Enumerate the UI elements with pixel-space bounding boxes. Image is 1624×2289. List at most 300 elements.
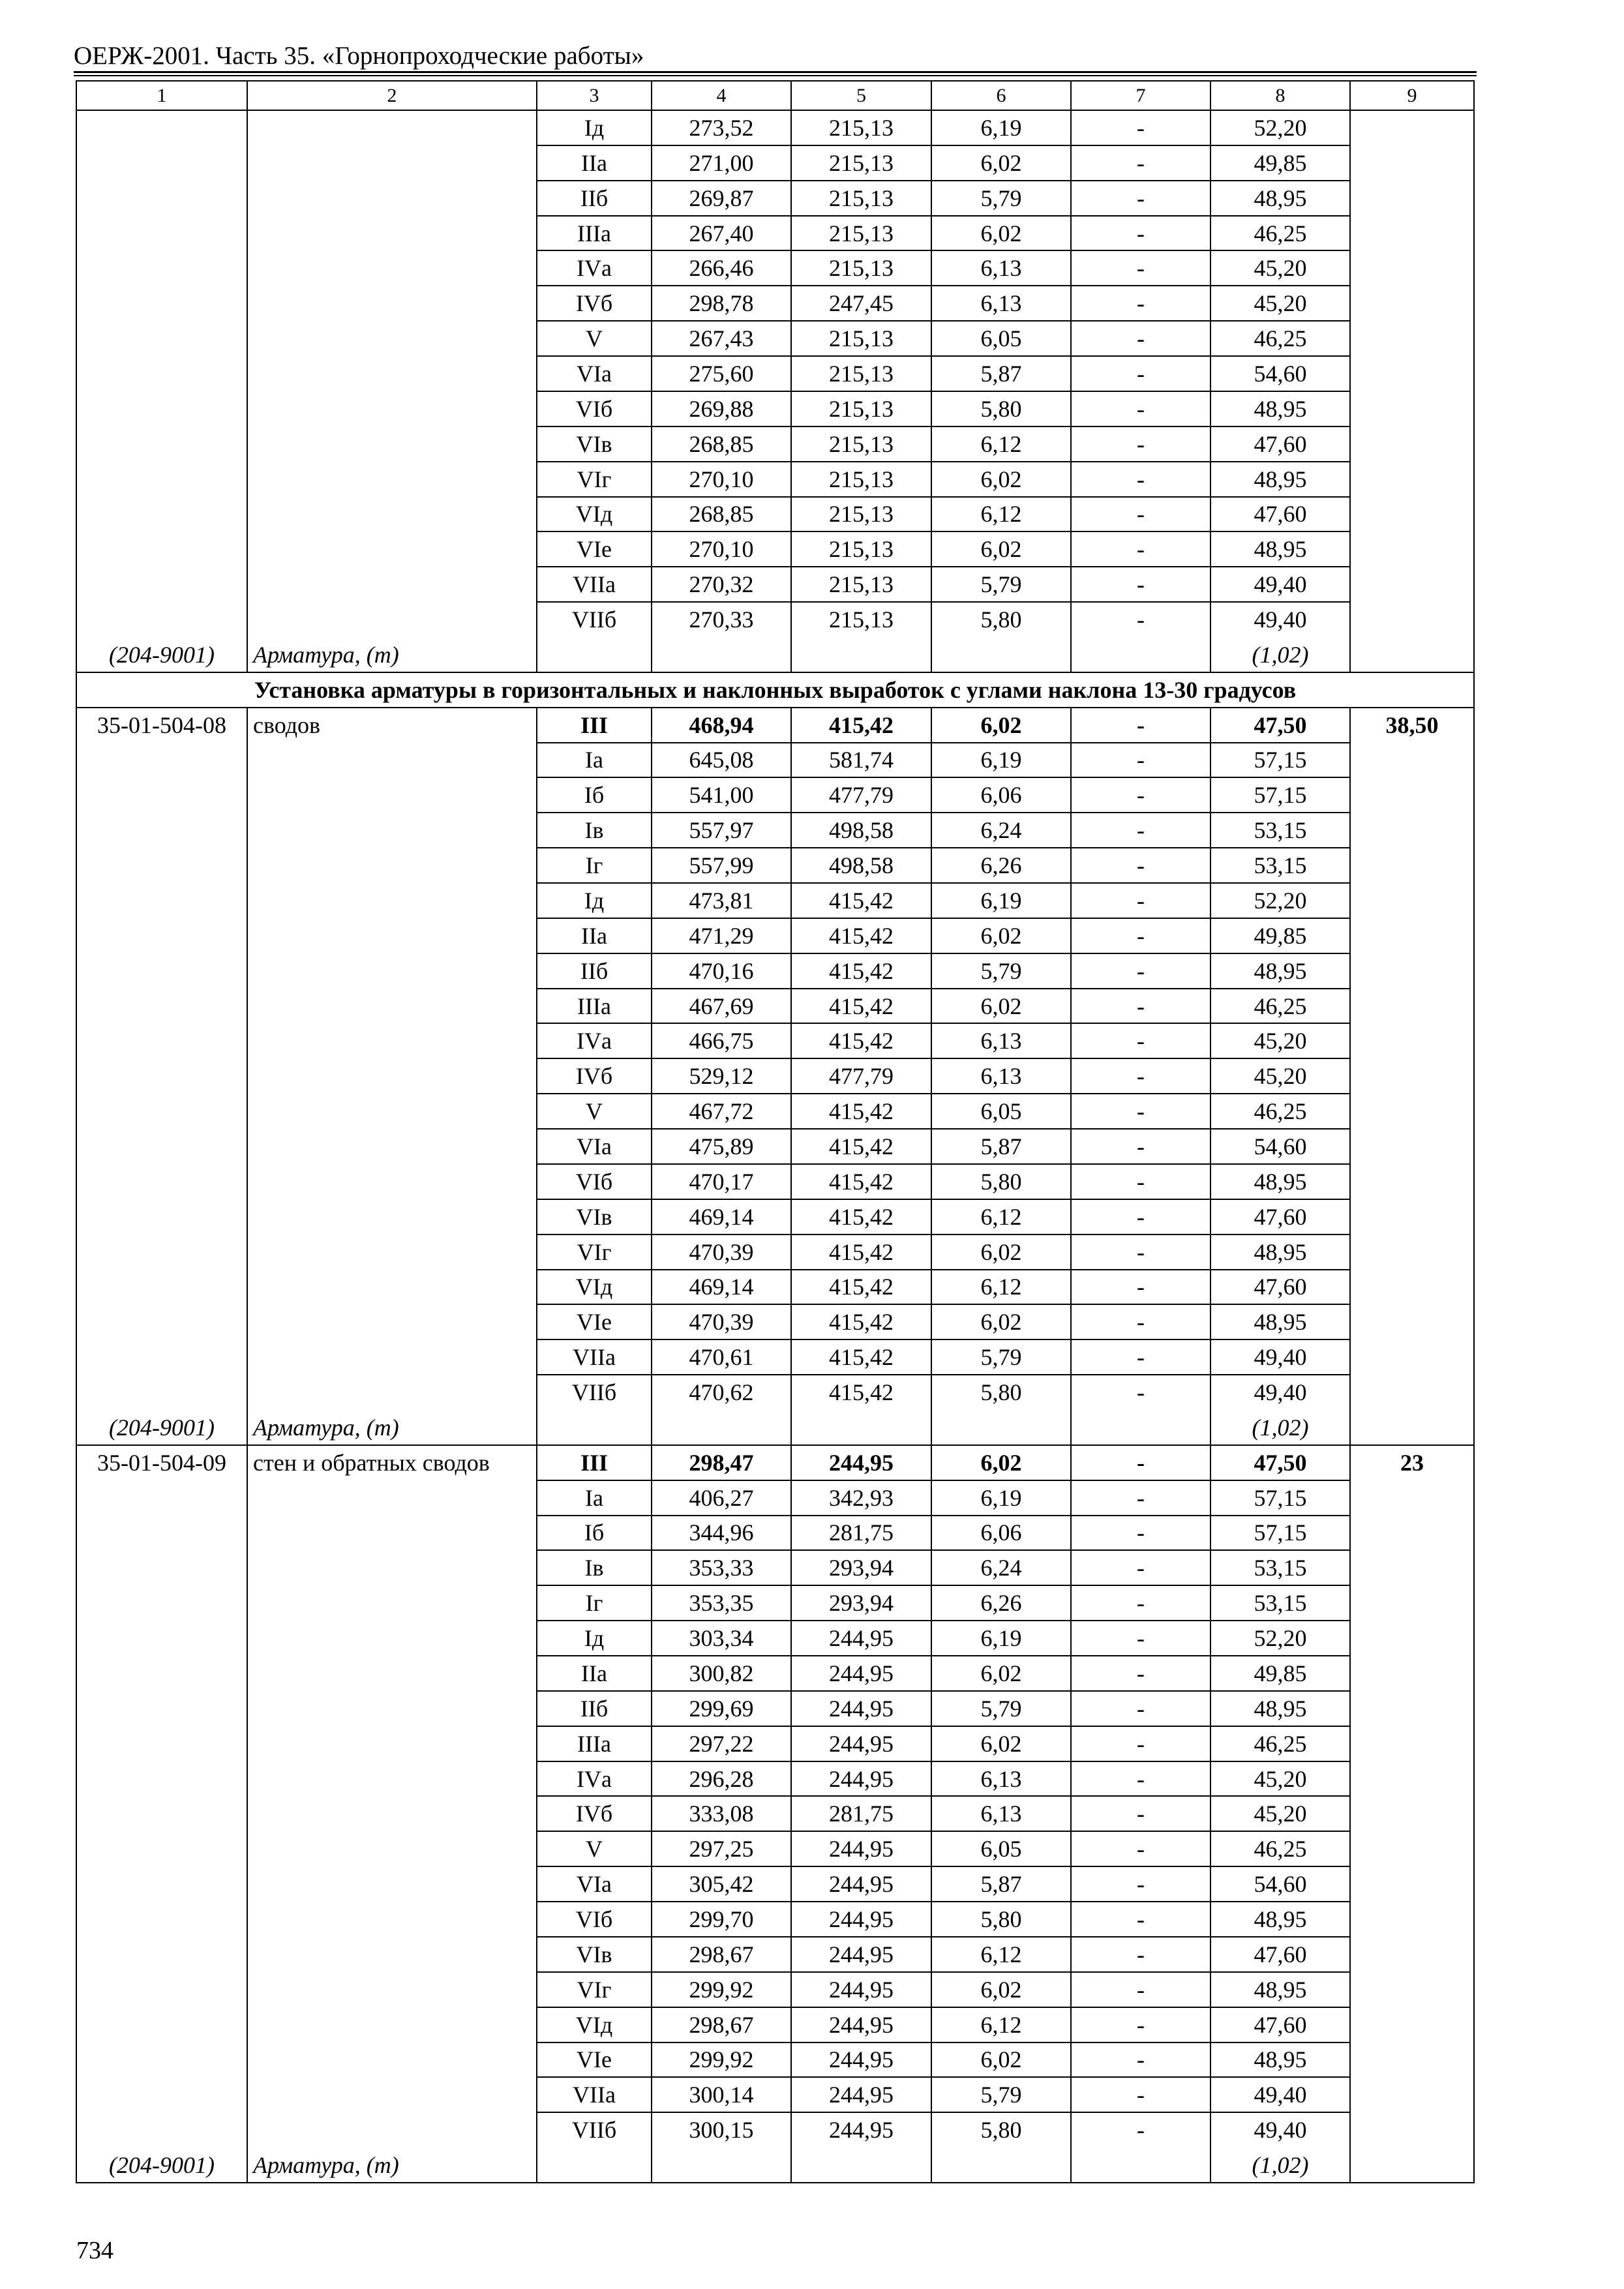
value-cell-col5: 244,95: [829, 1976, 894, 2003]
value-cell-col5: 415,42: [829, 922, 894, 949]
value-cell-col8: 47,60: [1254, 501, 1307, 528]
value-cell-col7: -: [1137, 1906, 1145, 1932]
table-row: [76, 497, 1474, 532]
column-number-9: 9: [1407, 84, 1417, 106]
table-rule-horizontal: [536, 882, 1351, 884]
zone-cell: Iд: [584, 887, 605, 914]
table-row: [76, 2077, 1474, 2112]
zone-cell: IIIа: [577, 993, 611, 1019]
zone-cell: VIа: [577, 360, 612, 387]
table-row: [76, 462, 1474, 497]
column-number-4: 4: [716, 84, 727, 106]
value-cell-col7: -: [1137, 1765, 1145, 1792]
zone-cell: IVб: [575, 1063, 613, 1090]
value-cell-col5: 293,94: [829, 1590, 894, 1617]
value-cell-col7: -: [1137, 1590, 1145, 1617]
value-cell-col7: -: [1137, 395, 1145, 422]
table-row: [76, 1902, 1474, 1937]
value-cell-col5: 244,95: [829, 1941, 894, 1967]
zone-cell: IIа: [581, 922, 607, 949]
value-cell-col8: 49,40: [1254, 1379, 1307, 1406]
table-row: [76, 531, 1474, 567]
value-cell-col5: 415,42: [829, 993, 894, 1019]
value-cell-col4: 297,25: [689, 1836, 754, 1863]
value-cell-col6: 6,05: [980, 1836, 1022, 1863]
zone-cell: VIIа: [573, 1344, 616, 1371]
table-rule-horizontal: [536, 531, 1351, 532]
table-row: [76, 708, 1474, 743]
table-rule-horizontal: [536, 2007, 1351, 2008]
zone-cell: V: [586, 1836, 603, 1863]
value-cell-col4: 296,28: [689, 1765, 754, 1792]
value-cell-col8: 53,15: [1254, 1555, 1307, 1581]
value-cell-col7: -: [1137, 360, 1145, 387]
table-rule-vertical: [931, 80, 932, 673]
value-cell-col6: 6,12: [980, 1274, 1022, 1300]
value-cell-col5: 342,93: [829, 1484, 894, 1511]
value-cell-col8: 46,25: [1254, 1730, 1307, 1757]
value-cell-col7: -: [1137, 1941, 1145, 1967]
value-cell-col6: 6,02: [980, 1976, 1022, 2003]
zone-cell: IIб: [580, 957, 609, 984]
table-row: [76, 286, 1474, 321]
value-cell-col5: 215,13: [829, 114, 894, 141]
value-cell-col7: -: [1137, 747, 1145, 773]
running-title: ОЕРЖ-2001. Часть 35. «Горнопроходческие работы»: [74, 42, 644, 70]
zone-cell: VIIа: [573, 2082, 616, 2108]
value-cell-col7: -: [1137, 1309, 1145, 1336]
value-cell-col5: 293,94: [829, 1555, 894, 1581]
value-cell-col8: 52,20: [1254, 887, 1307, 914]
value-cell-col8: 46,25: [1254, 325, 1307, 352]
table-row: [76, 1516, 1474, 1551]
value-cell-col8: 53,15: [1254, 817, 1307, 844]
value-cell-col4: 298,67: [689, 2011, 754, 2038]
value-cell-col7: -: [1137, 1379, 1145, 1406]
value-cell-col5: 415,42: [829, 1309, 894, 1336]
value-cell-col6: 6,02: [980, 1309, 1022, 1336]
value-cell-col7: -: [1137, 2082, 1145, 2108]
value-cell-col7: -: [1137, 1660, 1145, 1686]
value-cell-col5: 244,95: [829, 1695, 894, 1722]
value-cell-col4: 300,82: [689, 1660, 754, 1686]
table-rule-horizontal: [536, 2112, 1351, 2113]
table-rule-horizontal: [536, 1620, 1351, 1621]
value-cell-col5: 244,95: [829, 1449, 894, 1476]
value-cell-col5: 244,95: [829, 1836, 894, 1863]
zone-cell: Iг: [585, 852, 603, 879]
value-cell-col4: 470,16: [689, 957, 754, 984]
table-rule-horizontal: [536, 601, 1351, 603]
table-rule-horizontal: [536, 1128, 1351, 1130]
zone-cell: VIIб: [571, 1379, 617, 1406]
value-cell-col7: -: [1137, 2117, 1145, 2144]
value-cell-col8: 46,25: [1254, 993, 1307, 1019]
value-cell-col4: 273,52: [689, 114, 754, 141]
table-rule-vertical: [1349, 80, 1351, 673]
value-cell-col8: 47,60: [1254, 1274, 1307, 1300]
table-rule-horizontal: [536, 1374, 1351, 1375]
table-rule-horizontal: [536, 1831, 1351, 1832]
armature-value-cell: (1,02): [1252, 641, 1309, 668]
value-cell-col6: 6,02: [980, 466, 1022, 492]
value-cell-col6: 5,79: [980, 2082, 1022, 2108]
value-cell-col6: 6,02: [980, 2046, 1022, 2073]
table-row: [76, 918, 1474, 953]
value-cell-col6: 6,02: [980, 1730, 1022, 1757]
value-cell-col8: 52,20: [1254, 1625, 1307, 1652]
table-row: [76, 2007, 1474, 2042]
value-cell-col4: 299,92: [689, 1976, 754, 2003]
value-cell-col5: 215,13: [829, 360, 894, 387]
zone-cell: IVа: [577, 1765, 612, 1792]
table-row: [76, 1937, 1474, 1972]
zone-cell: IIб: [580, 185, 609, 211]
value-cell-col4: 266,46: [689, 255, 754, 282]
value-cell-col7: -: [1137, 220, 1145, 247]
table-row: [76, 813, 1474, 848]
value-cell-col5: 415,42: [829, 957, 894, 984]
zone-cell: VIв: [576, 430, 612, 457]
table-row: [76, 567, 1474, 602]
value-cell-col4: 470,39: [689, 1238, 754, 1265]
value-cell-col4: 268,85: [689, 430, 754, 457]
zone-cell: VIг: [577, 1976, 612, 2003]
table-rule-vertical: [1070, 80, 1072, 673]
value-cell-col5: 281,75: [829, 1801, 894, 1827]
value-cell-col4: 267,43: [689, 325, 754, 352]
zone-cell: VIг: [577, 466, 612, 492]
value-cell-col7: -: [1137, 255, 1145, 282]
value-cell-col5: 215,13: [829, 255, 894, 282]
header-rule-thin: [74, 75, 1477, 76]
value-cell-col8: 48,95: [1254, 1309, 1307, 1336]
value-cell-col8: 57,15: [1254, 1484, 1307, 1511]
table-rule-horizontal: [76, 672, 1475, 673]
value-cell-col4: 470,17: [689, 1168, 754, 1195]
value-cell-col7: -: [1137, 1028, 1145, 1055]
value-cell-col6: 6,19: [980, 114, 1022, 141]
zone-cell: V: [586, 1098, 603, 1125]
table-rule-horizontal: [536, 1163, 1351, 1165]
value-cell-col5: 215,13: [829, 606, 894, 633]
table-row: [76, 1761, 1474, 1797]
zone-cell: Iд: [584, 1625, 605, 1652]
table-rule-horizontal: [536, 1058, 1351, 1059]
zone-cell: VIд: [575, 501, 613, 528]
value-cell-col8: 45,20: [1254, 1063, 1307, 1090]
value-cell-col4: 344,96: [689, 1519, 754, 1546]
zone-cell: Iб: [584, 1519, 605, 1546]
table-row: [76, 602, 1474, 637]
value-cell-col7: -: [1137, 1871, 1145, 1898]
value-cell-col6: 6,12: [980, 501, 1022, 528]
value-cell-col4: 470,39: [689, 1309, 754, 1336]
table-row: [76, 145, 1474, 181]
value-cell-col6: 6,12: [980, 430, 1022, 457]
value-cell-col6: 6,06: [980, 1519, 1022, 1546]
zone-cell: Iв: [584, 817, 604, 844]
table-rule-horizontal: [76, 80, 1475, 82]
zone-cell: IIб: [580, 1695, 609, 1722]
zone-cell: IVб: [575, 1801, 613, 1827]
value-cell-col7: -: [1137, 852, 1145, 879]
table-row: [76, 1270, 1474, 1305]
table-rule-horizontal: [536, 1023, 1351, 1024]
value-cell-col6: 5,80: [980, 1168, 1022, 1195]
value-cell-col4: 305,42: [689, 1871, 754, 1898]
table-rule-horizontal: [536, 1936, 1351, 1937]
table-row: [76, 1831, 1474, 1866]
table-rule-horizontal: [536, 847, 1351, 848]
zone-cell: IVа: [577, 1028, 612, 1055]
value-cell-col7: -: [1137, 711, 1145, 738]
value-cell-col7: -: [1137, 2011, 1145, 2038]
header-rule-thick: [74, 71, 1477, 73]
value-cell-col4: 645,08: [689, 747, 754, 773]
table-row: [76, 989, 1474, 1024]
table-row: [76, 1691, 1474, 1726]
value-cell-col5: 415,42: [829, 711, 894, 738]
value-cell-col7: -: [1137, 149, 1145, 176]
value-cell-col7: -: [1137, 1133, 1145, 1159]
value-cell-col5: 215,13: [829, 185, 894, 211]
value-cell-col6: 6,02: [980, 536, 1022, 563]
value-cell-col7: -: [1137, 606, 1145, 633]
zone-cell: V: [586, 325, 603, 352]
value-cell-col8: 49,85: [1254, 922, 1307, 949]
table-row: [76, 1234, 1474, 1270]
value-cell-col4: 471,29: [689, 922, 754, 949]
table-rule-horizontal: [536, 1761, 1351, 1762]
value-cell-col5: 244,95: [829, 2011, 894, 2038]
value-cell-col4: 353,35: [689, 1590, 754, 1617]
value-cell-col9: 23: [1400, 1449, 1424, 1476]
table-row: [76, 953, 1474, 989]
column-number-3: 3: [589, 84, 599, 106]
table-rule-horizontal: [536, 742, 1351, 743]
value-cell-col6: 6,12: [980, 1941, 1022, 1967]
value-cell-col4: 275,60: [689, 360, 754, 387]
value-cell-col4: 406,27: [689, 1484, 754, 1511]
table-rule-horizontal: [536, 1304, 1351, 1305]
table-rule-horizontal: [536, 812, 1351, 813]
column-number-8: 8: [1275, 84, 1286, 106]
value-cell-col6: 6,02: [980, 711, 1022, 738]
table-row: [76, 1796, 1474, 1831]
value-cell-col7: -: [1137, 887, 1145, 914]
table-rule-vertical: [536, 80, 537, 673]
value-cell-col6: 6,02: [980, 220, 1022, 247]
zone-cell: VIIб: [571, 2117, 617, 2144]
value-cell-col4: 557,99: [689, 852, 754, 879]
value-cell-col8: 54,60: [1254, 1871, 1307, 1898]
zone-cell: IIIа: [577, 1730, 611, 1757]
table-rule-horizontal: [536, 953, 1351, 954]
rate-code-cell: 35-01-504-08: [97, 711, 226, 738]
value-cell-col4: 298,78: [689, 290, 754, 317]
value-cell-col8: 49,40: [1254, 571, 1307, 598]
value-cell-col5: 244,95: [829, 1871, 894, 1898]
value-cell-col8: 49,85: [1254, 1660, 1307, 1686]
value-cell-col7: -: [1137, 114, 1145, 141]
value-cell-col4: 299,70: [689, 1906, 754, 1932]
value-cell-col4: 269,88: [689, 395, 754, 422]
value-cell-col8: 48,95: [1254, 1976, 1307, 2003]
value-cell-col6: 6,02: [980, 1449, 1022, 1476]
value-cell-col8: 47,60: [1254, 2011, 1307, 2038]
value-cell-col4: 467,72: [689, 1098, 754, 1125]
value-cell-col6: 6,13: [980, 1765, 1022, 1792]
value-cell-col6: 5,79: [980, 957, 1022, 984]
table-row: [76, 883, 1474, 918]
table-rule-vertical: [790, 707, 792, 2183]
armature-row: [76, 1410, 1474, 1445]
value-cell-col8: 49,40: [1254, 2082, 1307, 2108]
table-row: [76, 181, 1474, 216]
value-cell-col6: 6,13: [980, 1028, 1022, 1055]
table-rule-vertical: [651, 707, 652, 2183]
value-cell-col7: -: [1137, 185, 1145, 211]
value-cell-col4: 300,15: [689, 2117, 754, 2144]
armature-name-cell: Арматура, (т): [253, 1414, 399, 1441]
value-cell-col6: 5,80: [980, 1906, 1022, 1932]
table-rule-horizontal: [536, 496, 1351, 498]
zone-cell: VIа: [577, 1871, 612, 1898]
value-cell-col8: 48,95: [1254, 1168, 1307, 1195]
armature-code-cell: (204-9001): [109, 1414, 215, 1441]
armature-name-cell: Арматура, (т): [253, 2152, 399, 2179]
value-cell-col8: 45,20: [1254, 290, 1307, 317]
value-cell-col7: -: [1137, 290, 1145, 317]
value-cell-col6: 6,12: [980, 2011, 1022, 2038]
armature-value-cell: (1,02): [1252, 1414, 1309, 1441]
table-row: [76, 1199, 1474, 1234]
value-cell-col4: 541,00: [689, 782, 754, 809]
zone-cell: VIб: [575, 1168, 613, 1195]
value-cell-col8: 48,95: [1254, 395, 1307, 422]
armature-code-cell: (204-9001): [109, 2152, 215, 2179]
table-rule-horizontal: [536, 461, 1351, 462]
value-cell-col5: 498,58: [829, 852, 894, 879]
value-cell-col7: -: [1137, 325, 1145, 352]
value-cell-col7: -: [1137, 1836, 1145, 1863]
value-cell-col8: 49,85: [1254, 149, 1307, 176]
table-rule-horizontal: [536, 180, 1351, 181]
value-cell-col7: -: [1137, 782, 1145, 809]
value-cell-col5: 415,42: [829, 1168, 894, 1195]
column-number-7: 7: [1135, 84, 1146, 106]
value-cell-col8: 57,15: [1254, 747, 1307, 773]
value-cell-col7: -: [1137, 1274, 1145, 1300]
value-cell-col7: -: [1137, 1695, 1145, 1722]
value-cell-col4: 298,67: [689, 1941, 754, 1967]
table-row: [76, 1339, 1474, 1375]
value-cell-col6: 6,24: [980, 817, 1022, 844]
table-header-row: [76, 81, 1474, 110]
value-cell-col6: 6,02: [980, 993, 1022, 1019]
table-row: [76, 848, 1474, 883]
table-rule-horizontal: [536, 426, 1351, 427]
value-cell-col7: -: [1137, 430, 1145, 457]
value-cell-col6: 5,80: [980, 395, 1022, 422]
rate-code-cell: 35-01-504-09: [97, 1449, 226, 1476]
value-cell-col8: 47,50: [1254, 711, 1307, 738]
table-rule-vertical: [790, 80, 792, 673]
value-cell-col4: 267,40: [689, 220, 754, 247]
value-cell-col5: 244,95: [829, 1625, 894, 1652]
value-cell-col4: 270,32: [689, 571, 754, 598]
column-number-2: 2: [387, 84, 397, 106]
value-cell-col6: 6,02: [980, 149, 1022, 176]
value-cell-col6: 5,79: [980, 185, 1022, 211]
value-cell-col8: 52,20: [1254, 114, 1307, 141]
table-rule-vertical: [247, 80, 248, 673]
value-cell-col6: 6,13: [980, 255, 1022, 282]
value-cell-col7: -: [1137, 501, 1145, 528]
value-cell-col5: 581,74: [829, 747, 894, 773]
table-rule-horizontal: [536, 1199, 1351, 1200]
value-cell-col6: 6,02: [980, 1238, 1022, 1265]
table-rule-horizontal: [536, 285, 1351, 286]
value-cell-col6: 6,02: [980, 922, 1022, 949]
table-row: [76, 1656, 1474, 1691]
value-cell-col6: 5,80: [980, 606, 1022, 633]
zone-cell: VIIб: [571, 606, 617, 633]
table-row: [76, 1304, 1474, 1339]
table-row: [76, 356, 1474, 391]
value-cell-col5: 498,58: [829, 817, 894, 844]
value-cell-col4: 303,34: [689, 1625, 754, 1652]
value-cell-col4: 297,22: [689, 1730, 754, 1757]
table-row: [76, 1094, 1474, 1129]
value-cell-col6: 5,87: [980, 360, 1022, 387]
value-cell-col8: 47,60: [1254, 1203, 1307, 1230]
value-cell-col6: 6,05: [980, 1098, 1022, 1125]
value-cell-col5: 281,75: [829, 1519, 894, 1546]
table-rule-horizontal: [536, 1655, 1351, 1656]
value-cell-col8: 46,25: [1254, 1098, 1307, 1125]
table-rule-horizontal: [536, 777, 1351, 778]
value-cell-col8: 57,15: [1254, 782, 1307, 809]
value-cell-col5: 244,95: [829, 2046, 894, 2073]
table-row: [76, 1585, 1474, 1621]
value-cell-col6: 6,19: [980, 1484, 1022, 1511]
value-cell-col7: -: [1137, 922, 1145, 949]
table-rule-horizontal: [536, 1866, 1351, 1867]
value-cell-col6: 6,02: [980, 1660, 1022, 1686]
zone-cell: VIе: [577, 536, 612, 563]
value-cell-col8: 45,20: [1254, 1801, 1307, 1827]
value-cell-col5: 215,13: [829, 325, 894, 352]
value-cell-col8: 53,15: [1254, 852, 1307, 879]
table-rule-vertical: [247, 707, 248, 2183]
zone-cell: IVа: [577, 255, 612, 282]
value-cell-col4: 529,12: [689, 1063, 754, 1090]
value-cell-col7: -: [1137, 993, 1145, 1019]
table-rule-horizontal: [536, 355, 1351, 357]
table-rule-horizontal: [536, 1339, 1351, 1340]
value-cell-col5: 244,95: [829, 1660, 894, 1686]
value-cell-col6: 6,19: [980, 1625, 1022, 1652]
value-cell-col5: 415,42: [829, 1028, 894, 1055]
table-rule-horizontal: [536, 1690, 1351, 1692]
table-rule-vertical: [1473, 80, 1475, 2183]
value-cell-col4: 300,14: [689, 2082, 754, 2108]
table-rule-horizontal: [536, 1269, 1351, 1270]
table-rule-vertical: [76, 80, 77, 2183]
work-name-cell: стен и обратных сводов: [253, 1449, 490, 1476]
